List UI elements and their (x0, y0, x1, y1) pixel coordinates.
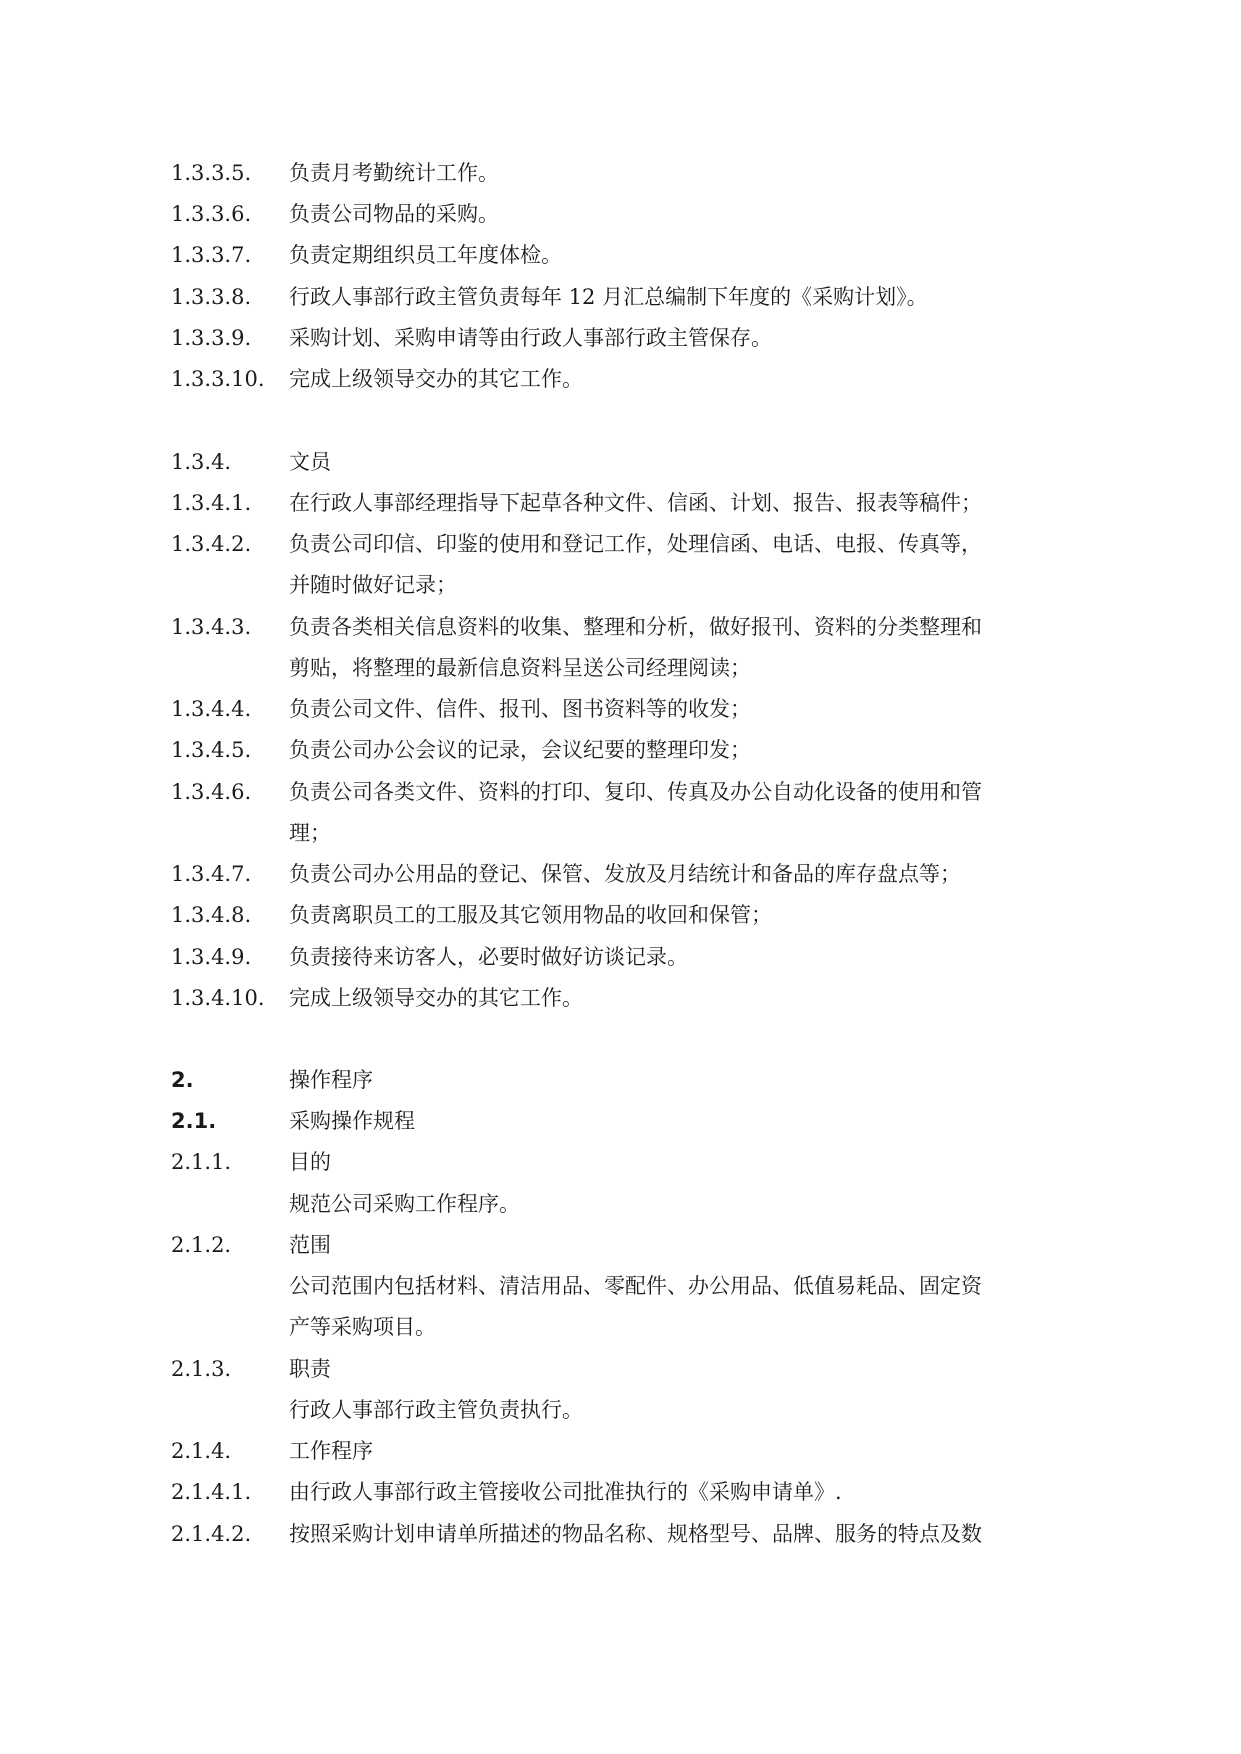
item-number: 1.3.3.10. (171, 367, 265, 391)
list-item (0, 977, 1241, 1019)
item-text: 采购计划、采购申请等由行政人事部行政主管保存。 (289, 326, 772, 350)
paragraph-text: 规范公司采购工作程序。 (289, 1192, 520, 1216)
paragraph-text: 公司范围内包括材料、清洁用品、零配件、办公用品、低值易耗品、固定资 (289, 1274, 982, 1298)
chapter-number: 2. (171, 1068, 194, 1092)
list-item (0, 606, 1241, 648)
item-number: 1.3.4.10. (171, 986, 265, 1010)
subsection-number: 2.1.3. (171, 1357, 232, 1381)
item-number: 2.1.4.2. (171, 1522, 252, 1546)
subsection-number: 2.1.1. (171, 1150, 232, 1174)
item-text: 完成上级领导交办的其它工作。 (289, 986, 583, 1010)
subsection-title: 工作程序 (289, 1439, 373, 1463)
subsection-title: 范围 (289, 1233, 331, 1257)
paragraph-text: 行政人事部行政主管负责执行。 (289, 1398, 583, 1422)
subsection-number: 2.1.4. (171, 1439, 232, 1463)
item-text: 负责离职员工的工服及其它领用物品的收回和保管； (289, 903, 772, 927)
item-number: 1.3.4.7. (171, 862, 252, 886)
list-item-continuation (0, 564, 1241, 606)
item-text: 理； (289, 821, 331, 845)
item-number: 1.3.3.5. (171, 161, 252, 185)
paragraph (0, 1183, 1241, 1225)
item-text: 在行政人事部经理指导下起草各种文件、信函、计划、报告、报表等稿件； (289, 491, 982, 515)
item-number: 1.3.3.6. (171, 202, 252, 226)
subsection-heading (0, 1430, 1241, 1472)
item-text: 负责公司办公会议的记录，会议纪要的整理印发； (289, 738, 751, 762)
list-item (0, 894, 1241, 936)
item-text: 由行政人事部行政主管接收公司批准执行的《采购申请单》. (289, 1480, 842, 1504)
item-text: 负责公司各类文件、资料的打印、复印、传真及办公自动化设备的使用和管 (289, 780, 982, 804)
item-text: 负责定期组织员工年度体检。 (289, 243, 562, 267)
item-text: 负责公司文件、信件、报刊、图书资料等的收发； (289, 697, 751, 721)
section-number: 2.1. (171, 1109, 217, 1133)
list-item (0, 358, 1241, 400)
section-title: 采购操作规程 (289, 1109, 415, 1133)
item-number: 1.3.4.1. (171, 491, 252, 515)
section-number: 1.3.4. (171, 450, 232, 474)
item-text: 负责接待来访客人，必要时做好访谈记录。 (289, 945, 688, 969)
item-text: 负责公司物品的采购。 (289, 202, 499, 226)
item-text: 完成上级领导交办的其它工作。 (289, 367, 583, 391)
list-item (0, 317, 1241, 359)
paragraph (0, 1265, 1241, 1307)
list-item (0, 152, 1241, 194)
paragraph (0, 1389, 1241, 1431)
item-number: 1.3.4.3. (171, 615, 252, 639)
item-text: 负责公司办公用品的登记、保管、发放及月结统计和备品的库存盘点等； (289, 862, 961, 886)
list-item (0, 482, 1241, 524)
item-text: 剪贴，将整理的最新信息资料呈送公司经理阅读； (289, 656, 751, 680)
list-item-continuation (0, 647, 1241, 689)
item-number: 1.3.4.4. (171, 697, 252, 721)
section-heading (0, 441, 1241, 483)
list-item-continuation (0, 812, 1241, 854)
item-text: 行政人事部行政主管负责每年 12 月汇总编制下年度的《采购计划》。 (289, 285, 928, 309)
subsection-title: 职责 (289, 1357, 331, 1381)
list-item (0, 853, 1241, 895)
paragraph-text: 产等采购项目。 (289, 1315, 436, 1339)
paragraph-continuation (0, 1306, 1241, 1348)
subsection-heading (0, 1348, 1241, 1390)
subsection-number: 2.1.2. (171, 1233, 232, 1257)
item-text: 按照采购计划申请单所描述的物品名称、规格型号、品牌、服务的特点及数 (289, 1522, 982, 1546)
list-item (0, 193, 1241, 235)
list-item (0, 276, 1241, 318)
item-number: 1.3.4.6. (171, 780, 252, 804)
chapter-title: 操作程序 (289, 1068, 373, 1092)
item-number: 1.3.4.2. (171, 532, 252, 556)
item-number: 1.3.4.8. (171, 903, 252, 927)
list-item (0, 1513, 1241, 1555)
subsection-heading (0, 1224, 1241, 1266)
item-number: 1.3.4.9. (171, 945, 252, 969)
list-item (0, 729, 1241, 771)
item-text: 负责月考勤统计工作。 (289, 161, 499, 185)
item-number: 1.3.3.9. (171, 326, 252, 350)
section-title: 文员 (289, 450, 331, 474)
item-text: 负责公司印信、印鉴的使用和登记工作，处理信函、电话、电报、传真等， (289, 532, 982, 556)
item-number: 1.3.4.5. (171, 738, 252, 762)
list-item (0, 1471, 1241, 1513)
list-item (0, 523, 1241, 565)
list-item (0, 771, 1241, 813)
list-item (0, 936, 1241, 978)
subsection-title: 目的 (289, 1150, 331, 1174)
item-number: 1.3.3.8. (171, 285, 252, 309)
list-item (0, 688, 1241, 730)
item-number: 1.3.3.7. (171, 243, 252, 267)
list-item (0, 234, 1241, 276)
item-number: 2.1.4.1. (171, 1480, 252, 1504)
item-text: 负责各类相关信息资料的收集、整理和分析，做好报刊、资料的分类整理和 (289, 615, 982, 639)
section-heading (0, 1100, 1241, 1142)
chapter-heading (0, 1059, 1241, 1101)
item-text: 并随时做好记录； (289, 573, 457, 597)
subsection-heading (0, 1141, 1241, 1183)
